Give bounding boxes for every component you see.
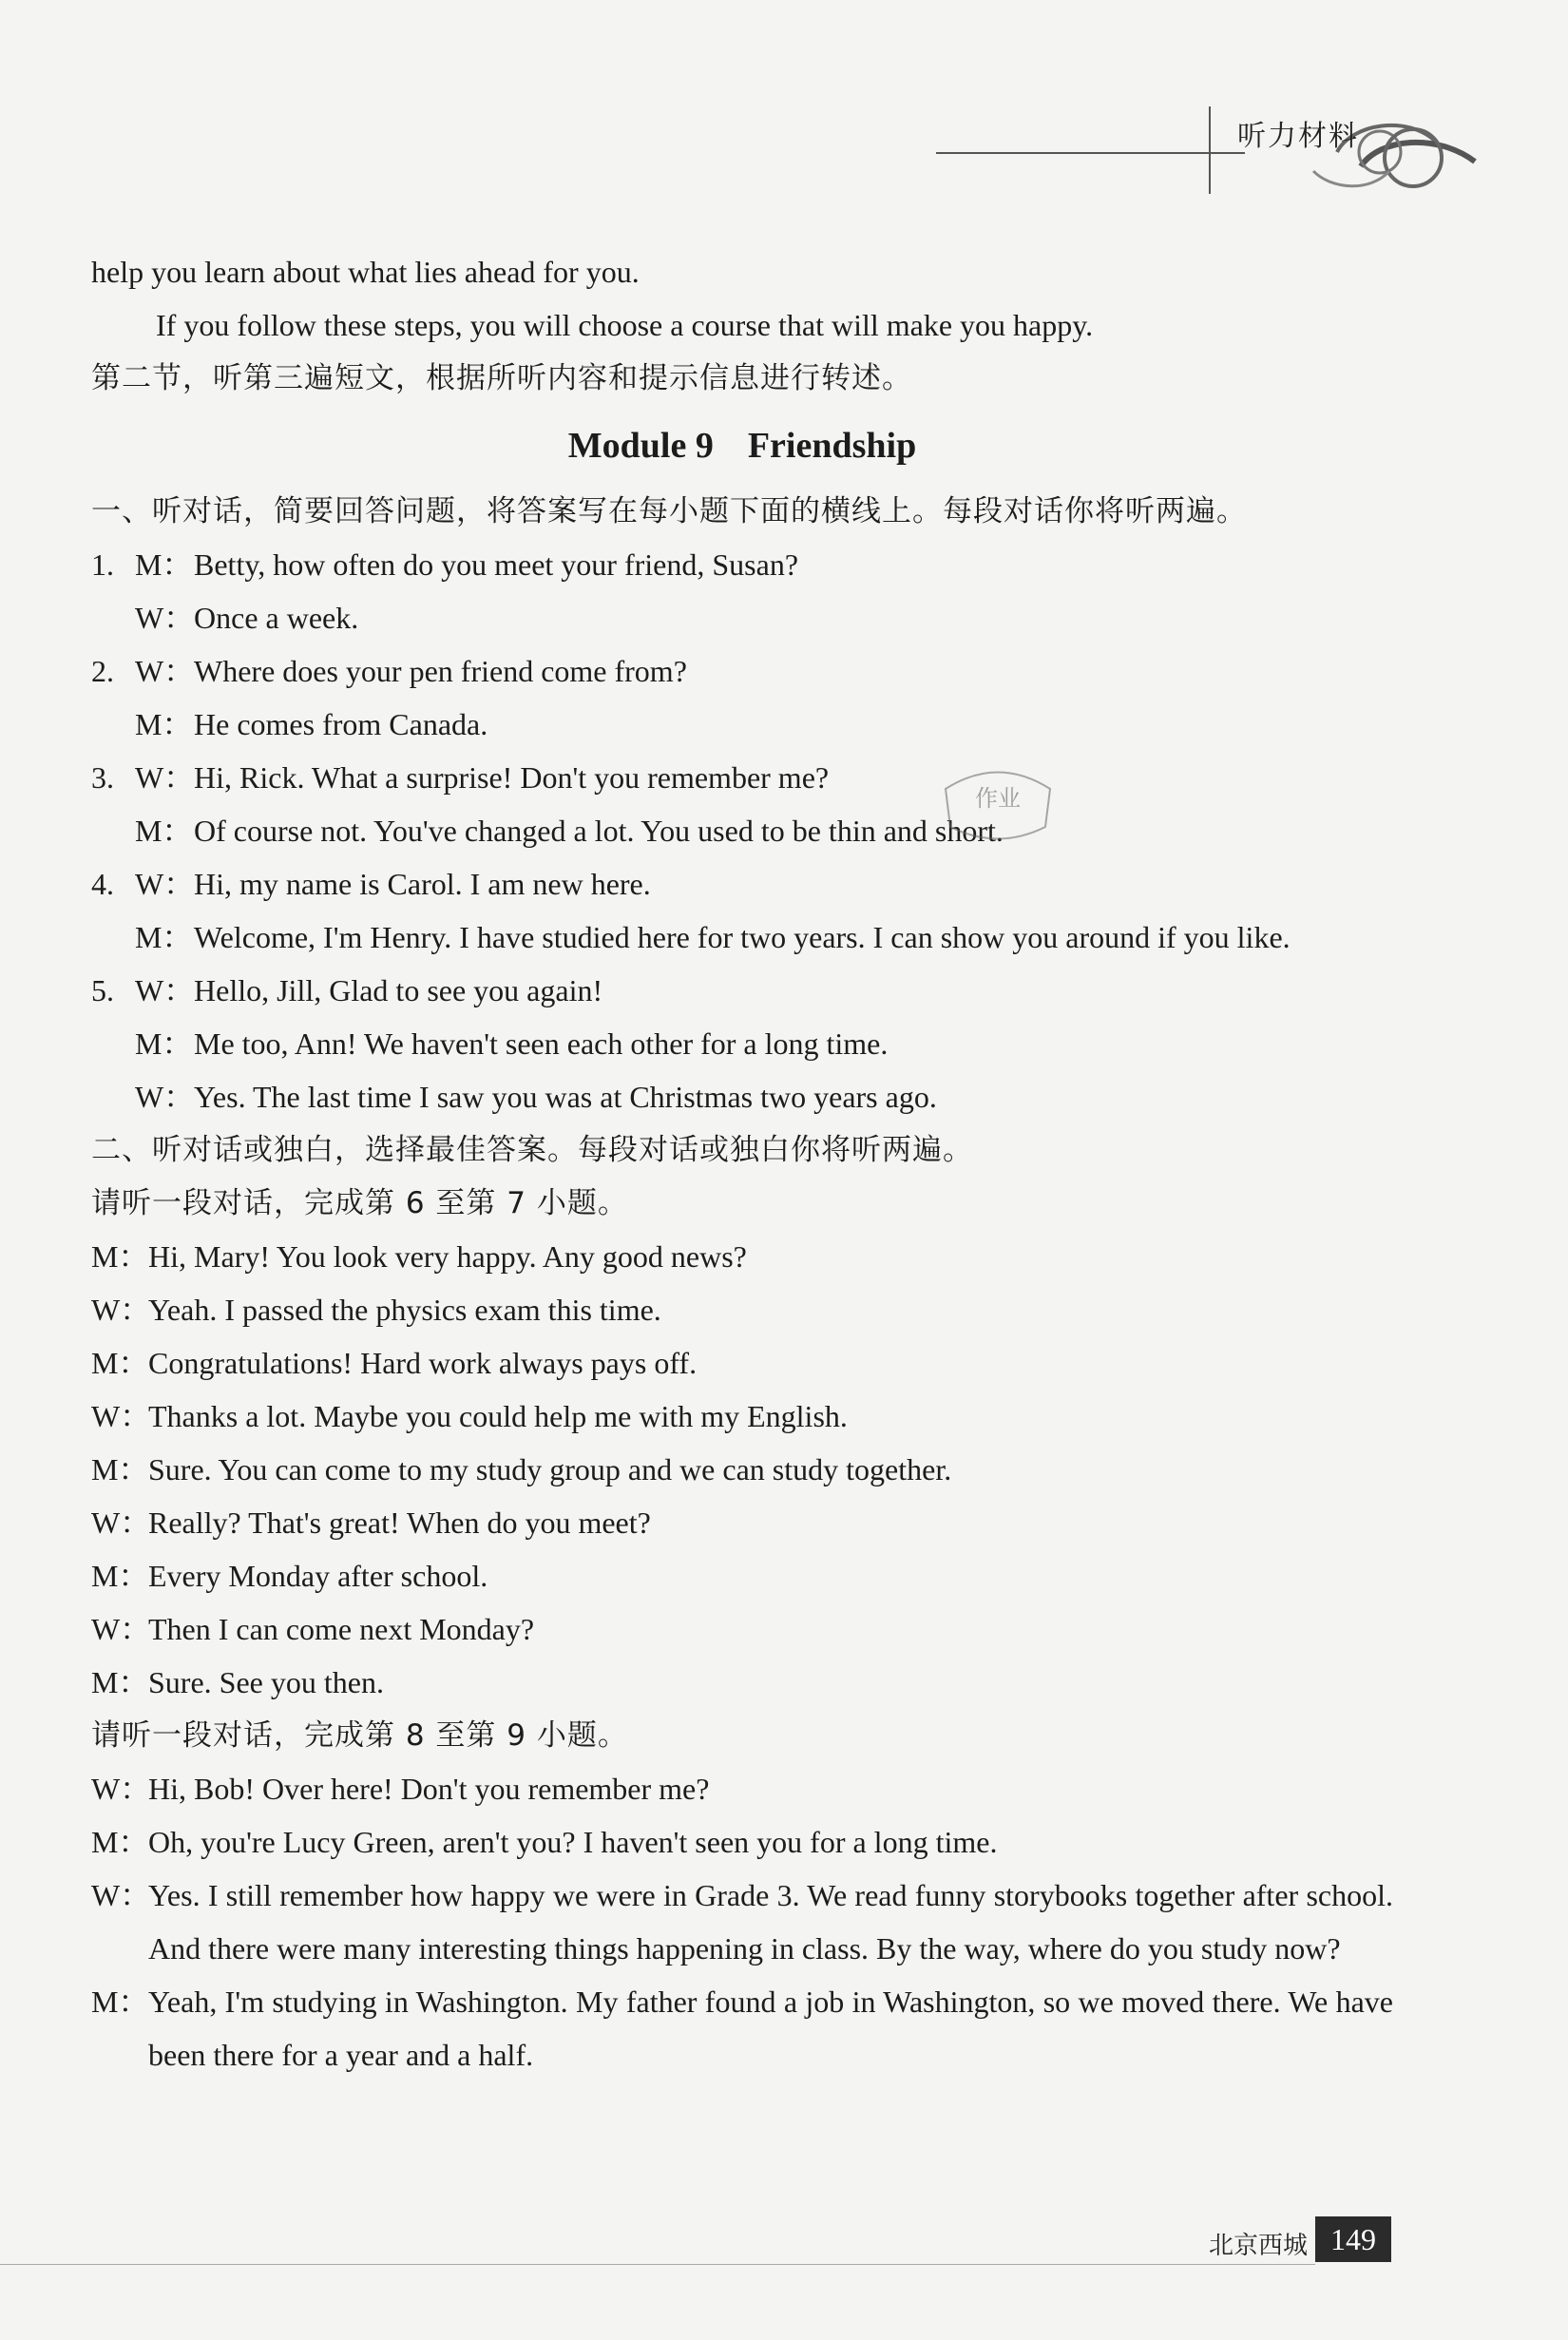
dialogue-line xyxy=(91,1656,1393,1709)
dialogue-line xyxy=(91,1336,1393,1390)
speaker-label: M： xyxy=(91,1346,149,1380)
speaker-label: W： xyxy=(91,1506,151,1540)
speaker-label: M： xyxy=(91,1452,149,1486)
dialogue-text: Yes. I still remember how happy we were in Grade 3. We read funny storybooks together after school. And there were many interesting things happening in class. By the way, where do you study now? xyxy=(148,1878,1393,1966)
dialogue1-instruction: 请听一段对话，完成第 6 至第 7 小题。 xyxy=(91,1186,628,1220)
speaker-label: W： xyxy=(91,1772,151,1806)
dialogue-line xyxy=(91,1549,1393,1602)
question-item xyxy=(91,964,1393,1017)
dialogue-text: Of course not. You've changed a lot. You used to be thin and short. xyxy=(194,814,1004,848)
dialogue-line xyxy=(91,1443,1393,1496)
dialogue-text: Hi, Rick. What a surprise! Don't you remember me? xyxy=(194,760,830,795)
question-number: 2. xyxy=(91,654,114,688)
speaker-label: W： xyxy=(135,973,195,1007)
listening-script xyxy=(91,245,1393,2081)
dialogue-text: Oh, you're Lucy Green, aren't you? I haven't seen you for a long time. xyxy=(148,1825,998,1859)
dialogue-line xyxy=(91,1869,1393,1975)
speaker-label: W： xyxy=(91,1878,151,1912)
dialogue-text: Yeah, I'm studying in Washington. My father found a job in Washington, so we moved there. We have been there for a year and a half. xyxy=(148,1985,1393,2072)
dialogue-text: Yes. The last time I saw you was at Christmas two years ago. xyxy=(194,1080,937,1114)
dialogue-line xyxy=(91,911,1393,964)
question-number: 5. xyxy=(91,973,114,1007)
dialogue-text: Hello, Jill, Glad to see you again! xyxy=(194,973,603,1007)
dialogue-text: Sure. You can come to my study group and we can study together. xyxy=(148,1452,952,1486)
dialogue-text: Then I can come next Monday? xyxy=(148,1612,535,1646)
dialogue-text: Me too, Ann! We haven't seen each other for a long time. xyxy=(194,1026,889,1061)
dialogue-text: Once a week. xyxy=(194,601,359,635)
dialogue-line xyxy=(91,1602,1393,1656)
dialogue-text: He comes from Canada. xyxy=(194,707,488,741)
dialogue-line xyxy=(91,698,1393,751)
question-item xyxy=(91,644,1393,698)
dialogue-line xyxy=(91,1496,1393,1549)
dialogue-text: Every Monday after school. xyxy=(148,1559,488,1593)
question-number: 3. xyxy=(91,760,114,795)
dialogue-text: Sure. See you then. xyxy=(148,1665,384,1699)
speaker-label: M： xyxy=(91,1239,149,1274)
module-heading xyxy=(91,418,1393,473)
dialogue-line xyxy=(91,1017,1393,1070)
dialogue-line xyxy=(91,1762,1393,1815)
speaker-label: W： xyxy=(91,1399,151,1433)
dialogue2-instruction: 请听一段对话，完成第 8 至第 9 小题。 xyxy=(91,1718,628,1753)
dialogue-line xyxy=(91,591,1393,644)
module-name: Friendship xyxy=(747,426,917,466)
homework-stamp xyxy=(927,760,1069,855)
dialogue-text: Hi, my name is Carol. I am new here. xyxy=(194,867,651,901)
speaker-label: M： xyxy=(135,1026,193,1061)
dialogue-text: Yeah. I passed the physics exam this time. xyxy=(148,1293,661,1327)
dialogue-line xyxy=(91,1390,1393,1443)
speaker-label: M： xyxy=(135,707,193,741)
dialogue-line xyxy=(91,804,1393,857)
question-number: 4. xyxy=(91,867,114,901)
speaker-label: W： xyxy=(135,867,195,901)
dialogue-text: Where does your pen friend come from? xyxy=(194,654,687,688)
dialogue-text: Really? That's great! When do you meet? xyxy=(148,1506,651,1540)
speaker-label: W： xyxy=(91,1612,151,1646)
intro-line-3: 第二节，听第三遍短文，根据所听内容和提示信息进行转述。 xyxy=(91,361,912,395)
speaker-label: M： xyxy=(91,1665,149,1699)
section-title: 听力材料 xyxy=(1237,120,1359,153)
dialogue-text: Betty, how often do you meet your friend, Susan? xyxy=(194,547,799,582)
page-number: 149 xyxy=(1315,2216,1391,2262)
speaker-label: W： xyxy=(135,601,195,635)
speaker-label: M： xyxy=(91,1985,149,2019)
intro-line-2: If you follow these steps, you will choose a course that will make you happy. xyxy=(156,308,1094,342)
dialogue-text: Welcome, I'm Henry. I have studied here for two years. I can show you around if you like. xyxy=(194,920,1291,954)
question-item xyxy=(91,538,1393,591)
question-item xyxy=(91,751,1393,804)
footer-region: 北京西城 xyxy=(1209,2232,1309,2260)
dialogue-text: Hi, Bob! Over here! Don't you remember me? xyxy=(148,1772,710,1806)
dialogue-line xyxy=(91,1230,1393,1283)
dialogue-line xyxy=(91,1283,1393,1336)
speaker-label: M： xyxy=(135,920,193,954)
speaker-label: W： xyxy=(135,1080,195,1114)
speaker-label: M： xyxy=(91,1559,149,1593)
dialogue-text: Congratulations! Hard work always pays off. xyxy=(148,1346,698,1380)
speaker-label: W： xyxy=(91,1293,151,1327)
intro-line-1: help you learn about what lies ahead for you. xyxy=(91,255,640,289)
speaker-label: M： xyxy=(135,547,193,582)
speaker-label: M： xyxy=(91,1825,149,1859)
dialogue-text: Thanks a lot. Maybe you could help me with my English. xyxy=(148,1399,848,1433)
header-rule xyxy=(936,152,1245,154)
speaker-label: W： xyxy=(135,760,195,795)
question-number: 1. xyxy=(91,547,114,582)
header-divider xyxy=(1209,106,1211,194)
question-item xyxy=(91,857,1393,911)
speaker-label: M： xyxy=(135,814,193,848)
stamp-text: 作业 xyxy=(975,785,1021,812)
module-number: Module 9 xyxy=(567,426,714,466)
part1-instruction: 一、听对话，简要回答问题，将答案写在每小题下面的横线上。每段对话你将听两遍。 xyxy=(91,494,1247,528)
part2-instruction: 二、听对话或独白，选择最佳答案。每段对话或独白你将听两遍。 xyxy=(91,1133,973,1167)
footer-rule xyxy=(0,2264,1315,2265)
dialogue-text: Hi, Mary! You look very happy. Any good news? xyxy=(148,1239,747,1274)
dialogue-line xyxy=(91,1975,1393,2081)
dialogue-line xyxy=(91,1070,1393,1123)
speaker-label: W： xyxy=(135,654,195,688)
dialogue-line xyxy=(91,1815,1393,1869)
